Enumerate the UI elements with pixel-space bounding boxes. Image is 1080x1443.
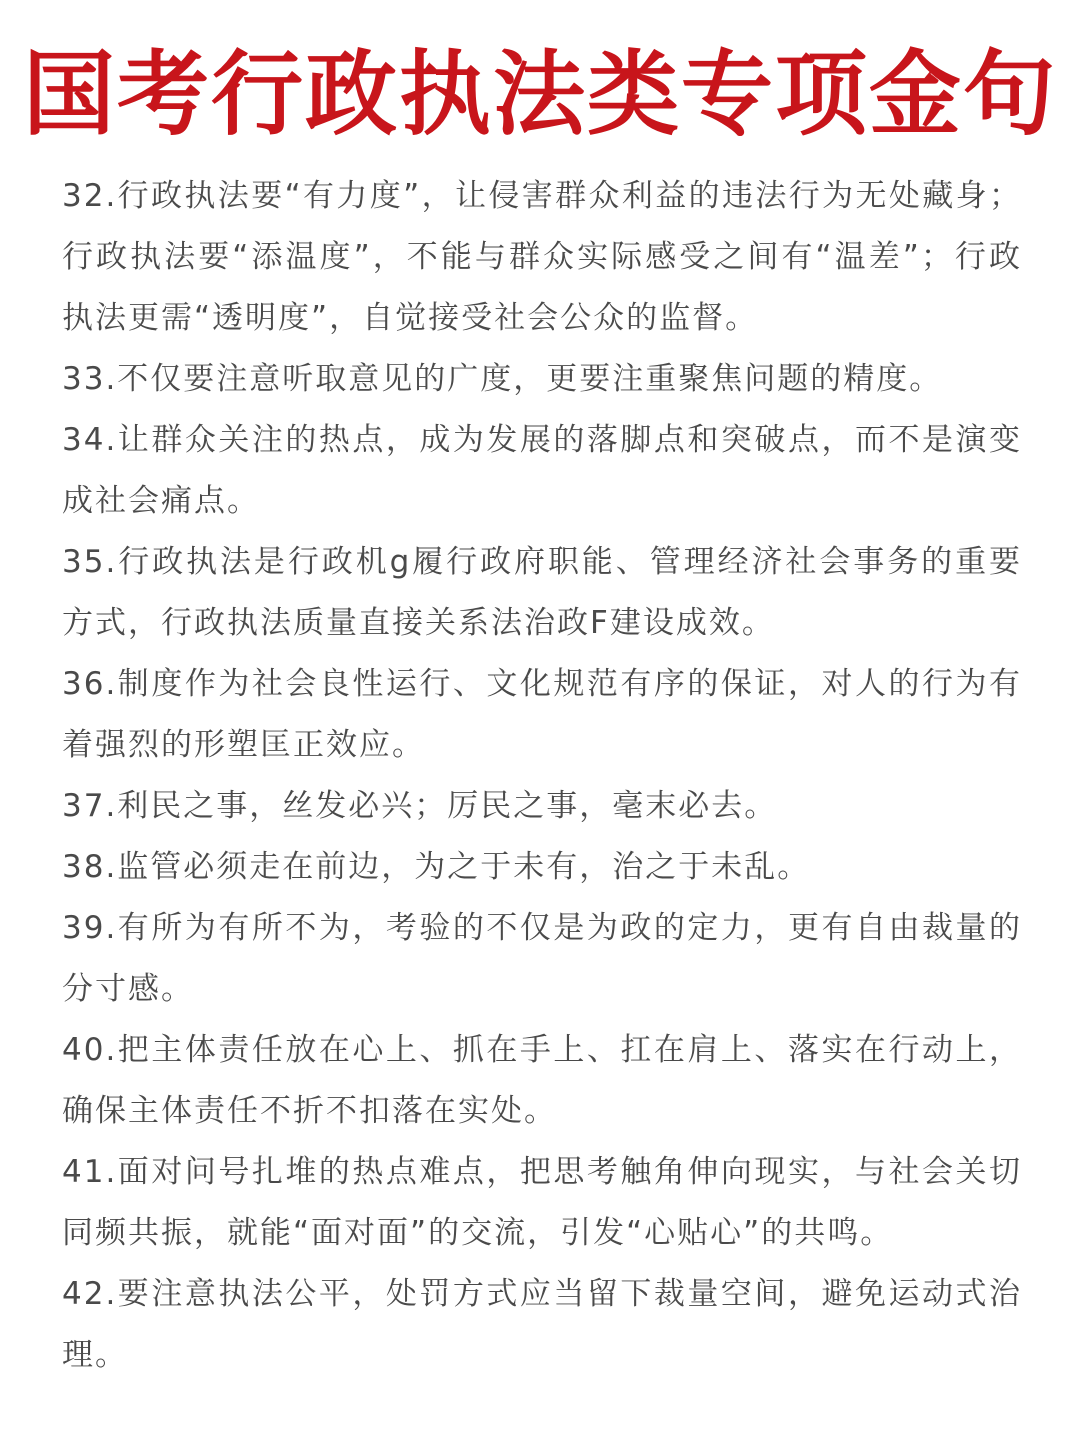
- quote-item-33: 33.不仅要注意听取意见的广度，更要注重聚焦问题的精度。: [62, 361, 943, 397]
- quote-item-32: 32.行政执法要“有力度”，让侵害群众利益的违法行为无处藏身；行政执法要“添温度”，不能与群众实际感受之间有“温差”；行政执法更需“透明度”，自觉接受社会公众的监督。: [62, 178, 1022, 336]
- quote-item-35: 35.行政执法是行政机g履行政府职能、管理经济社会事务的重要方式，行政执法质量直接关系法治政F建设成效。: [62, 544, 1022, 641]
- quote-item-39: 39.有所为有所不为，考验的不仅是为政的定力，更有自由裁量的分寸感。: [62, 910, 1022, 1007]
- quote-item-37: 37.利民之事，丝发必兴；厉民之事，毫末必去。: [62, 788, 778, 824]
- quote-item-40: 40.把主体责任放在心上、抓在手上、扛在肩上、落实在行动上，确保主体责任不折不扣落在实处。: [62, 1032, 1022, 1129]
- page-title: 国考行政执法类专项金句: [22, 41, 1057, 148]
- quote-list: [62, 166, 1022, 1386]
- quote-item-38: 38.监管必须走在前边，为之于未有，治之于未乱。: [62, 849, 811, 885]
- quote-item-41: 41.面对问号扎堆的热点难点，把思考触角伸向现实，与社会关切同频共振，就能“面对面”的交流，引发“心贴心”的共鸣。: [62, 1154, 1022, 1251]
- quote-item-42: 42.要注意执法公平，处罚方式应当留下裁量空间，避免运动式治理。: [62, 1276, 1022, 1373]
- quote-item-34: 34.让群众关注的热点，成为发展的落脚点和突破点，而不是演变成社会痛点。: [62, 422, 1022, 519]
- quote-item-36: 36.制度作为社会良性运行、文化规范有序的保证，对人的行为有着强烈的形塑匡正效应。: [62, 666, 1022, 763]
